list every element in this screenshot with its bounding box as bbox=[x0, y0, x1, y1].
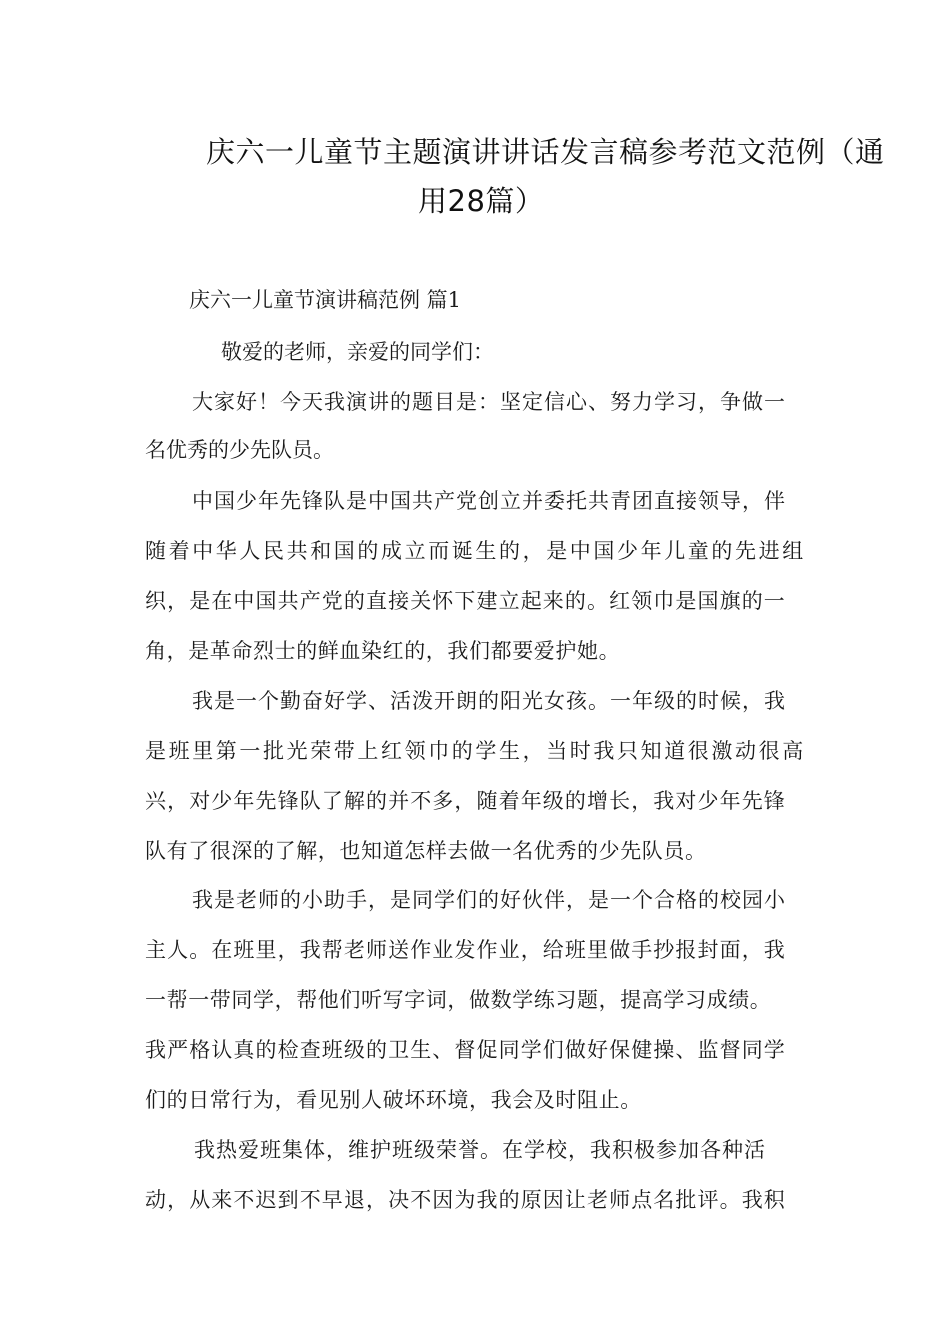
body-line: 中国少年先锋队是中国共产党创立并委托共青团直接领导，伴 bbox=[192, 489, 786, 513]
body-line: 动，从来不迟到不早退，决不因为我的原因让老师点名批评。我积 bbox=[145, 1188, 786, 1212]
body-line: 是班里第一批光荣带上红领巾的学生，当时我只知道很激动很高 bbox=[145, 739, 806, 763]
body-line: 我是老师的小助手，是同学们的好伙伴，是一个合格的校园小 bbox=[192, 888, 786, 912]
document-title-line-2: 用28篇） bbox=[418, 184, 545, 218]
body-line: 织，是在中国共产党的直接关怀下建立起来的。红领巾是国旗的一 bbox=[145, 589, 786, 613]
section-heading: 庆六一儿童节演讲稿范例 篇1 bbox=[189, 288, 462, 312]
body-line: 随着中华人民共和国的成立而诞生的，是中国少年儿童的先进组 bbox=[145, 539, 806, 563]
body-line: 我是一个勤奋好学、活泼开朗的阳光女孩。一年级的时候，我 bbox=[192, 689, 786, 713]
body-line: 主人。在班里，我帮老师送作业发作业，给班里做手抄报封面，我 bbox=[145, 938, 786, 962]
body-line: 大家好！今天我演讲的题目是：坚定信心、努力学习，争做一 bbox=[192, 390, 786, 414]
body-line: 兴，对少年先锋队了解的并不多，随着年级的增长，我对少年先锋 bbox=[145, 789, 786, 813]
body-line: 一帮一带同学，帮他们听写字词，做数学练习题，提高学习成绩。 bbox=[145, 988, 772, 1012]
body-line: 我热爱班集体，维护班级荣誉。在学校，我积极参加各种活 bbox=[194, 1138, 766, 1162]
body-line: 们的日常行为，看见别人破坏环境，我会及时阻止。 bbox=[145, 1088, 642, 1112]
body-line: 名优秀的少先队员。 bbox=[145, 438, 334, 462]
greeting: 敬爱的老师，亲爱的同学们： bbox=[221, 340, 494, 364]
body-line: 角，是革命烈士的鲜血染红的，我们都要爱护她。 bbox=[145, 639, 621, 663]
body-line: 我严格认真的检查班级的卫生、督促同学们做好保健操、监督同学 bbox=[145, 1038, 786, 1062]
document-title-line-1: 庆六一儿童节主题演讲讲话发言稿参考范文范例（通 bbox=[206, 135, 885, 169]
body-line: 队有了很深的了解，也知道怎样去做一名优秀的少先队员。 bbox=[145, 839, 707, 863]
